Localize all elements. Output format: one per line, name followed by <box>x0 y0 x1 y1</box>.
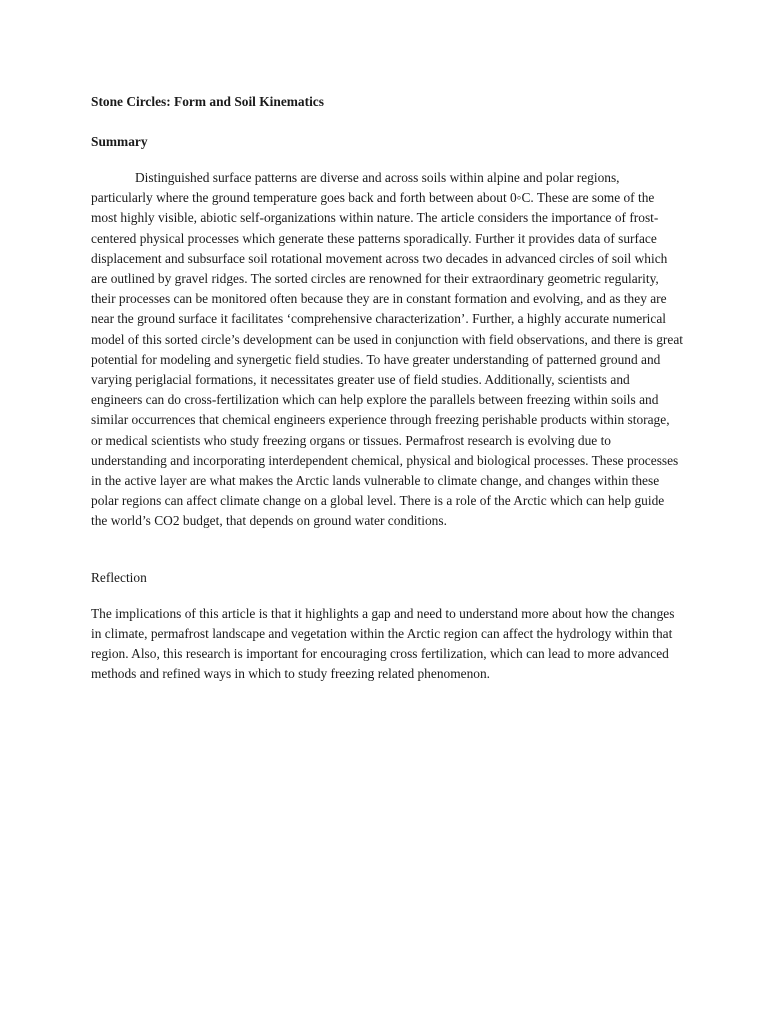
document-title: Stone Circles: Form and Soil Kinematics <box>91 94 324 109</box>
summary-heading: Summary <box>91 134 148 149</box>
reflection-paragraph: The implications of this article is that it highlights a gap and need to understand more about how the changes in climate, permafrost landscape and vegetation within the Arctic region can affect the hydrology within that region. Also, this research is important for encouraging cross fertilization, which can lead to more advanced methods and refined ways in which to study freezing related phenomenon. <box>91 605 675 682</box>
document-page <box>91 92 683 684</box>
summary-paragraph: Distinguished surface patterns are diverse and across soils within alpine and polar regions, particularly where the ground temperature goes back and forth between about 0◦C. These are some of the most highly visible, abiotic self-organizations within nature. The article considers the importance of frost-centered physical processes which generate these patterns sporadically. Further it provides data of surface displacement and subsurface soil rotational movement across two decades in advanced circles of soil which are outlined by gravel ridges. The sorted circles are renowned for their extraordinary geometric regularity, their processes can be monitored often because they are in constant formation and evolving, and as they are near the ground surface it facilitates ‘comprehensive characterization’. Further, a highly accurate numerical model of this sorted circle’s development can be used in conjunction with field observations, and there is great potential for modeling and synergetic field studies. To have greater understanding of patterned ground and varying periglacial formations, it necessitates greater use of field studies. Additionally, scientists and engineers can do cross-fertilization which can help explore the parallels between freezing within soils and similar occurrences that chemical engineers experience through freezing perishable products within storage, or medical scientists who study freezing organs or tissues. Permafrost research is evolving due to understanding and incorporating interdependent chemical, physical and biological processes. These processes in the active layer are what makes the Arctic lands vulnerable to climate change, and changes within these polar regions can affect climate change on a global level. There is a role of the Arctic which can help guide the world’s CO2 budget, that depends on ground water conditions. <box>91 170 683 529</box>
reflection-heading: Reflection <box>91 569 147 585</box>
